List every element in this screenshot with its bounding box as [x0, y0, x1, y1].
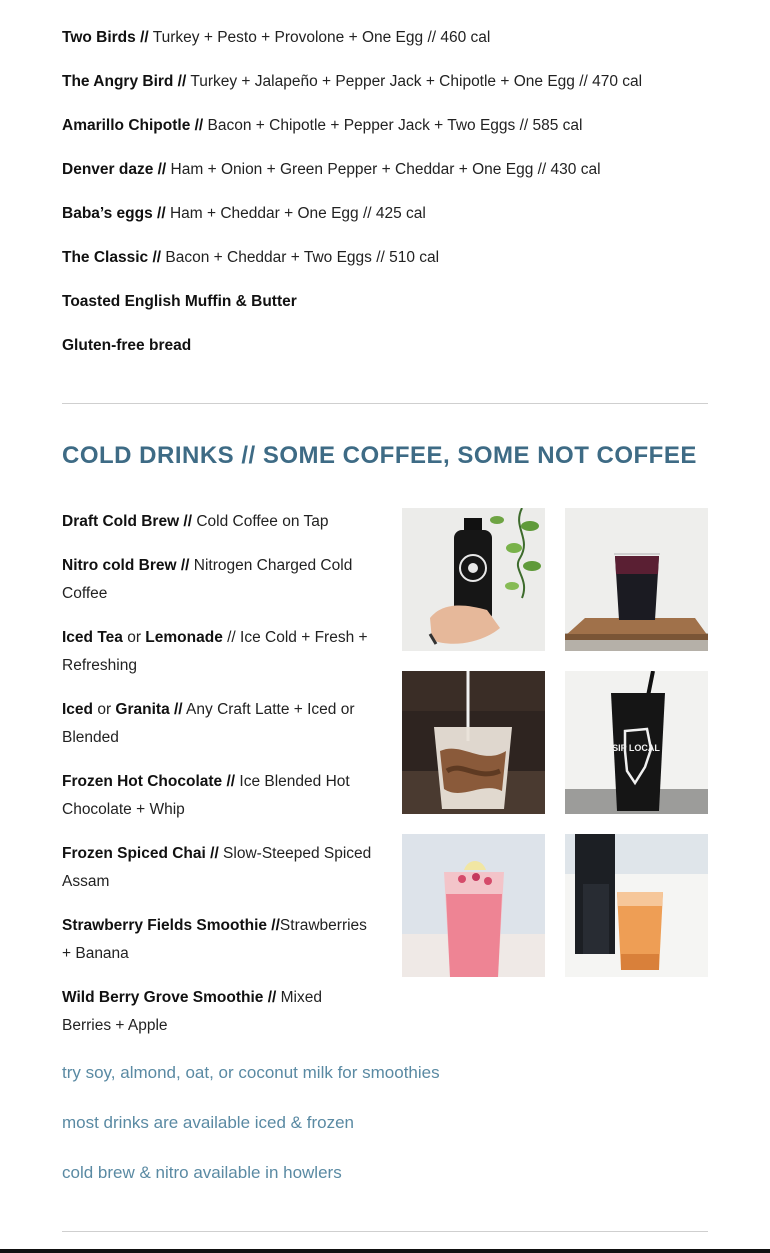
- section-title: COLD DRINKS // SOME COFFEE, SOME NOT COFFEE: [62, 442, 697, 469]
- item-desc: Cold Coffee on Tap: [192, 513, 329, 530]
- item-name: Baba’s eggs //: [62, 205, 166, 222]
- photo-cold-brew-bottle: [402, 508, 545, 651]
- item-name: Lemonade: [145, 629, 228, 646]
- photo-pink-lemonade: [402, 834, 545, 977]
- cup-print-text: SIP LOCAL: [612, 743, 660, 753]
- item-or: or: [93, 701, 116, 718]
- item-desc: Bacon + Cheddar + Two Eggs // 510 cal: [161, 249, 440, 266]
- item-name: Iced: [62, 701, 94, 718]
- note-line: most drinks are available iced & frozen: [62, 1113, 354, 1132]
- photo-iced-latte: [402, 671, 545, 814]
- photo-iced-drink-wood: [565, 508, 708, 651]
- item-desc: Turkey + Pesto + Provolone + One Egg // 460 cal: [148, 29, 491, 46]
- drink-notes: [62, 1060, 440, 1210]
- item-desc: Slow-Steeped Spiced Assam: [62, 845, 372, 890]
- menu-item: [62, 159, 642, 203]
- item-name: The Angry Bird //: [62, 73, 187, 90]
- item-desc: // Ice Cold + Fresh + Refreshing: [62, 629, 368, 674]
- item-name: Denver daze //: [62, 161, 167, 178]
- item-desc: Bacon + Chipotle + Pepper Jack + Two Eggs // 585 cal: [203, 117, 583, 134]
- note-line: cold brew & nitro available in howlers: [62, 1163, 342, 1182]
- sandwich-list: [62, 27, 642, 379]
- section-divider: [62, 403, 708, 404]
- cropped-heading: [62, 0, 122, 2]
- item-name: The Classic //: [62, 249, 162, 266]
- photo-sip-local-tumbler: [565, 671, 708, 814]
- item-name: Strawberry Fields Smoothie //: [62, 917, 280, 934]
- item-name: Gluten-free bread: [62, 337, 192, 354]
- menu-item: [62, 291, 642, 335]
- item-desc: Ham + Cheddar + One Egg // 425 cal: [165, 205, 426, 222]
- drink-item: [62, 912, 374, 968]
- section-divider: [62, 1231, 708, 1232]
- drink-item: [62, 552, 374, 608]
- item-desc: Ham + Onion + Green Pepper + Cheddar + One Egg // 430 cal: [166, 161, 601, 178]
- item-name: Frozen Hot Chocolate //: [62, 773, 236, 790]
- menu-item: [62, 335, 642, 379]
- item-desc: Nitrogen Charged Cold Coffee: [62, 557, 353, 602]
- drink-item: [62, 508, 374, 536]
- menu-item: [62, 71, 642, 115]
- item-name: Two Birds //: [62, 29, 149, 46]
- photo-orange-drink: [565, 834, 708, 977]
- drinks-list: [62, 508, 374, 1056]
- item-desc: Turkey + Jalapeño + Pepper Jack + Chipotle + One Egg // 470 cal: [186, 73, 643, 90]
- item-desc: Any Craft Latte + Iced or Blended: [62, 701, 355, 746]
- menu-item: [62, 247, 642, 291]
- drink-item: [62, 696, 374, 752]
- item-name: Amarillo Chipotle //: [62, 117, 204, 134]
- drink-item: [62, 840, 374, 896]
- item-desc: Ice Blended Hot Chocolate + Whip: [62, 773, 350, 818]
- item-name: Draft Cold Brew //: [62, 513, 193, 530]
- item-name: Iced Tea: [62, 629, 123, 646]
- menu-item: [62, 203, 642, 247]
- item-or: or: [122, 629, 146, 646]
- menu-item: [62, 27, 642, 71]
- drink-item: [62, 768, 374, 824]
- item-name: Toasted English Muffin & Butter: [62, 293, 297, 310]
- drink-item: [62, 624, 374, 680]
- item-name: Granita //: [115, 701, 183, 718]
- item-name: Wild Berry Grove Smoothie //: [62, 989, 277, 1006]
- drink-item: [62, 984, 374, 1040]
- item-name: Frozen Spiced Chai //: [62, 845, 219, 862]
- item-desc: Strawberries + Banana: [62, 917, 367, 962]
- item-desc: Mixed Berries + Apple: [62, 989, 322, 1034]
- note-line: try soy, almond, oat, or coconut milk for smoothies: [62, 1063, 440, 1082]
- footer-bar: [0, 1249, 770, 1253]
- menu-item: [62, 115, 642, 159]
- item-name: Nitro cold Brew //: [62, 557, 190, 574]
